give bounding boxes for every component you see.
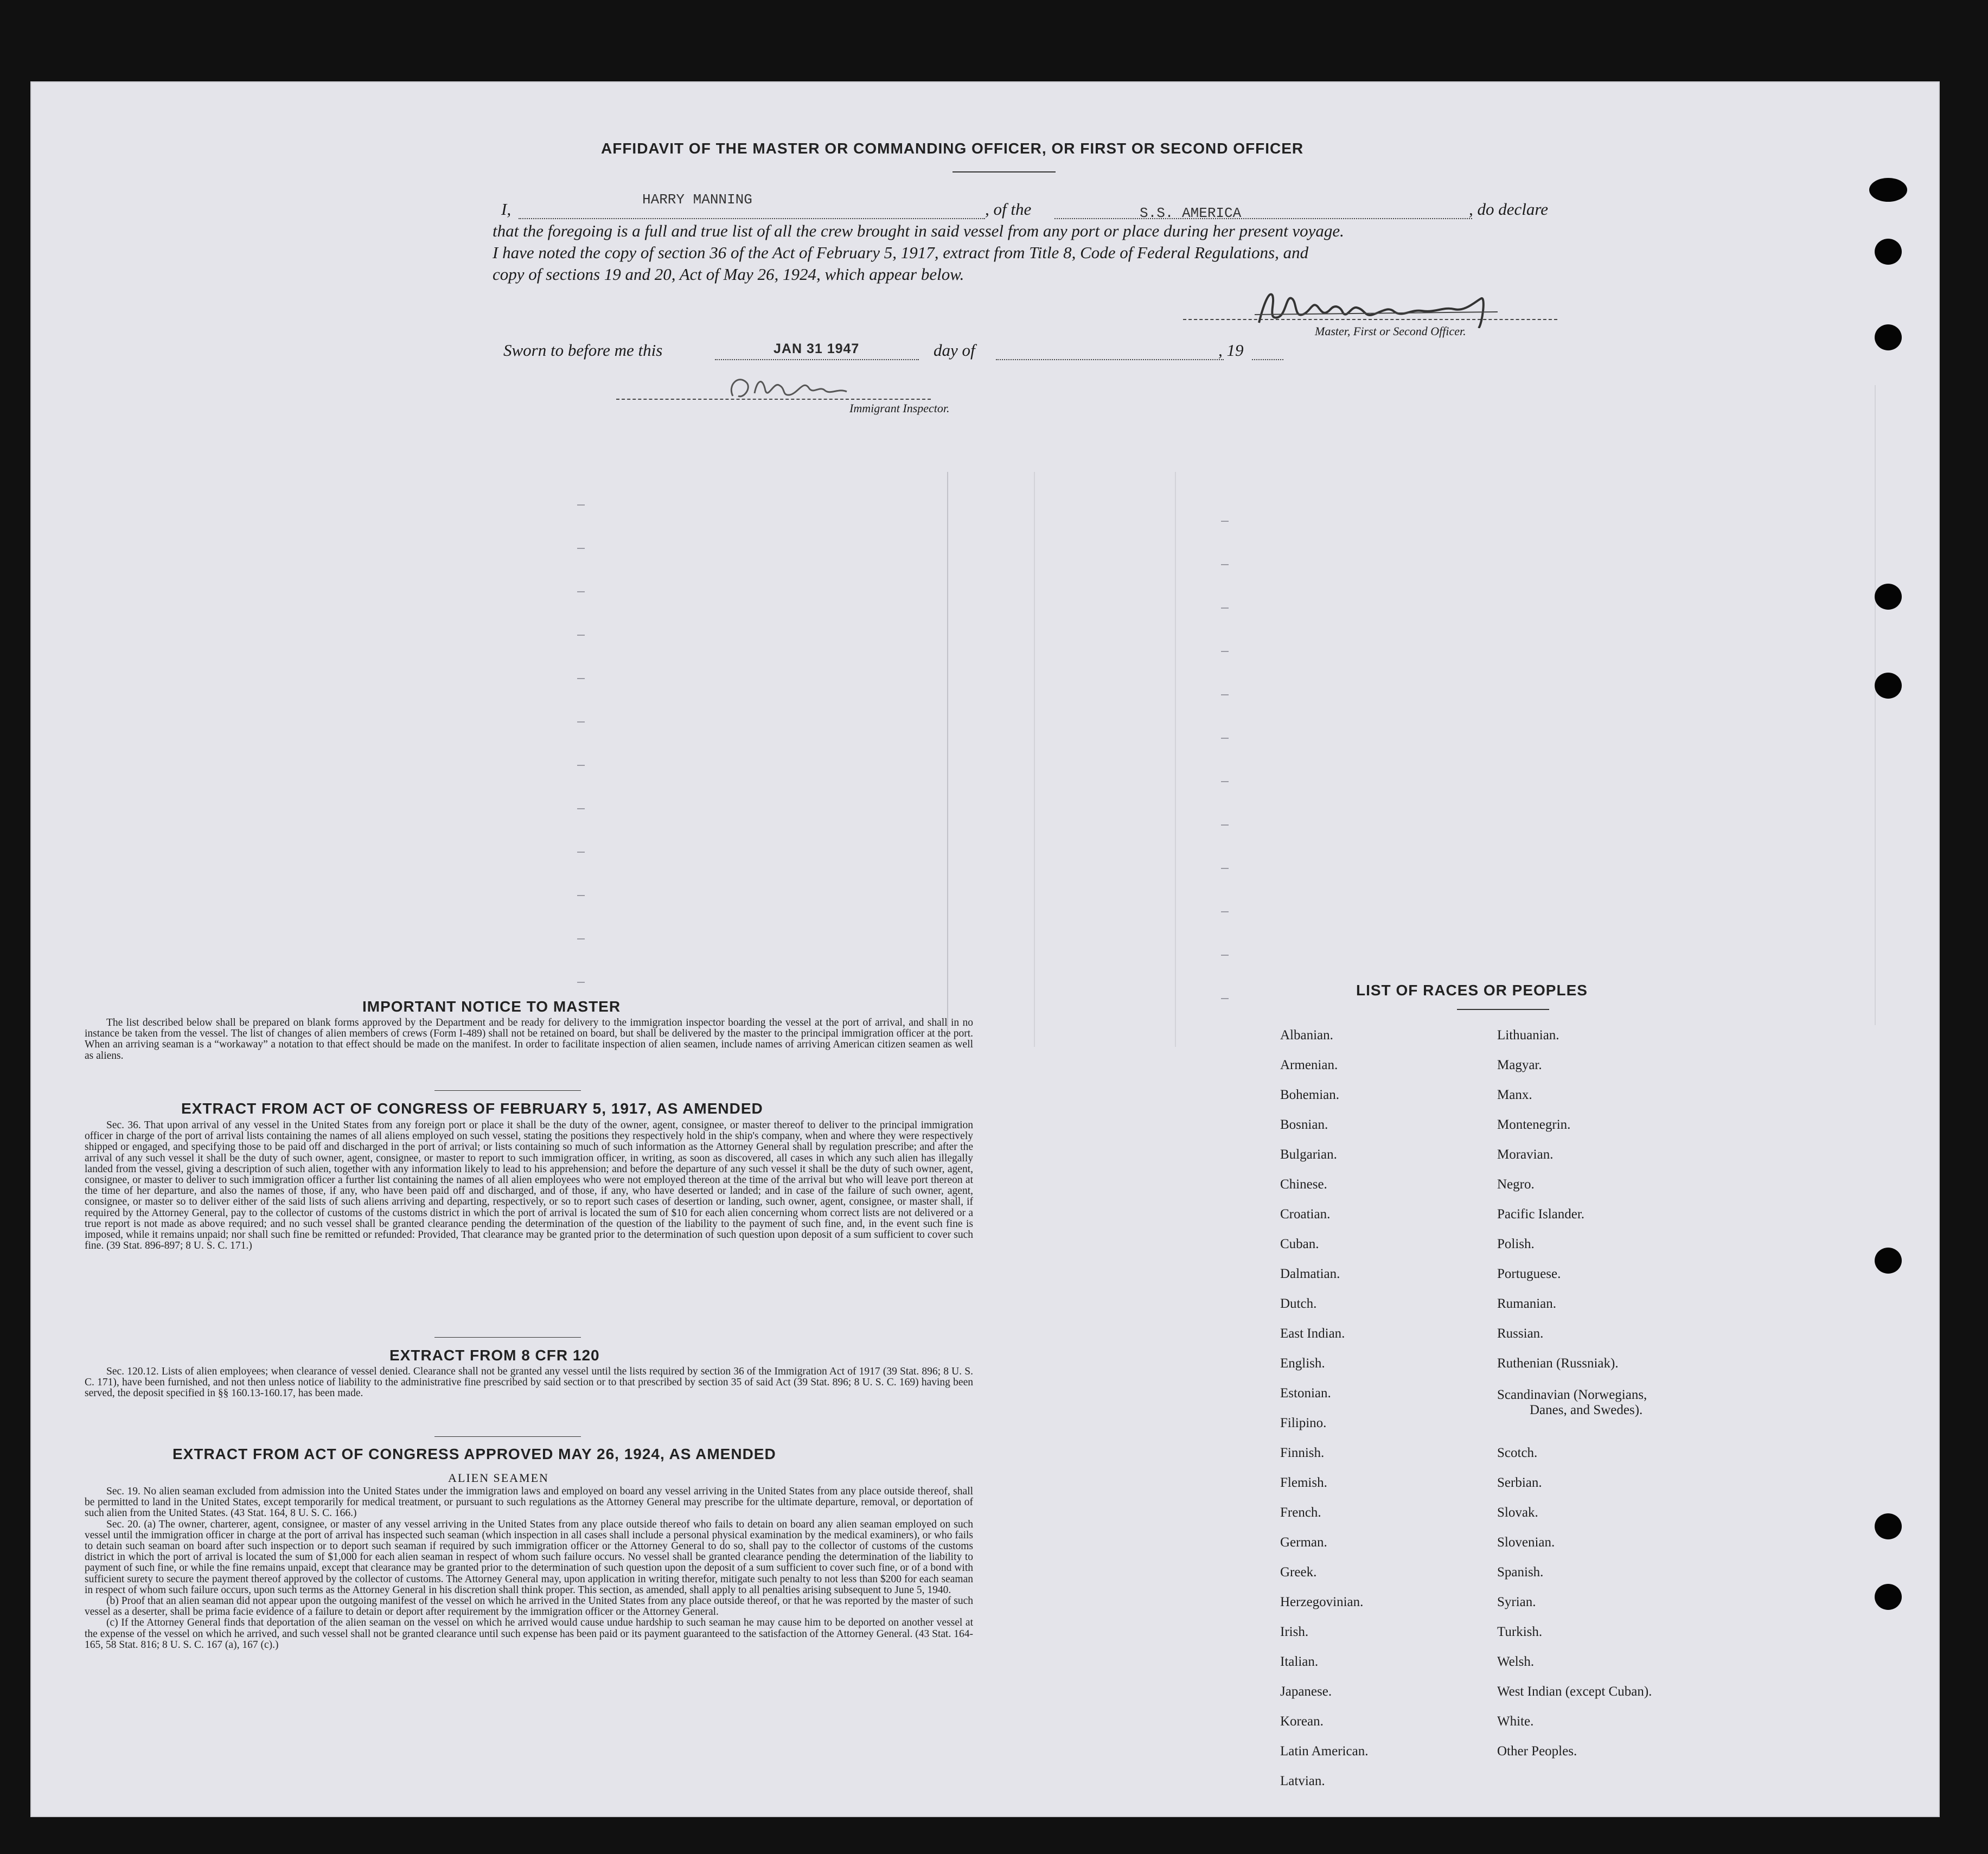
section-36-paragraph: Sec. 36. That upon arrival of any vessel in the United States from any foreign port or place it shall be the duty of the owner, agent, consignee, or master thereof to deliver to the principal immigration officer in charge of the port of arrival lists containing the names of all aliens employed on such vessel, stating the positions they respectively hold in the ship's company, when and where they were respectively shipped or engaged, and specifying those to be paid off and discharged in the port of arrival; or lists containing so much of such information as the Attorney General shall by regulation prescribe; and after the arrival of any such vessel it shall be the duty of such owner, agent, consignee, or master to report to such immigration officer, in writing, as soon as discovered, all cases in which any such alien has illegally landed from the vessel, giving a description of such alien, together with any information likely to lead to his apprehension; and before the departure of any such vessel it shall be the duty of such owner, agent, consignee, or master to deliver to such immigration officer a further list containing the names of all alien employees who were not employed thereon at the time of the arrival but who will leave port thereon at the time of her departure, and also the names of those, if any, who have been paid off and discharged, and of those, if any, who have deserted or landed; and in case of the failure of such owner, agent, consignee, or master so to deliver either of the said lists of such aliens arriving and departing, respectively, or so to report such cases of desertion or landing, such owner, agent, consignee, or master shall, if required by the Attorney General, pay to the collector of customs of the customs district in which the port of arrival is located the sum of $10 for each alien concerning whom correct lists are not delivered or a true report is not made as above required; and no such vessel shall be granted clearance pending the determination of the question of the liability to the payment of such fine, and, in the event such fine is imposed, while it remains unpaid; nor shall such fine be remitted or refunded: Provided, That clearance may be granted prior to the determination of such question upon deposit of a sum sufficient to cover such fine. (39 Stat. 896-897; 8 U. S. C. 171.) [85,1120,973,1252]
grid-tick [1221,564,1229,565]
master-signature [1248,285,1530,328]
inspector-caption: Immigrant Inspector. [849,401,950,415]
affidavit-line-3: I have noted the copy of section 36 of the Act of February 5, 1917, extract from Title 8, Code of Federal Regulations, and [493,243,1309,262]
race-item: Italian. [1280,1654,1319,1669]
race-item: Magyar. [1497,1058,1542,1072]
grid-tick [577,591,585,592]
punch-hole-icon [1875,1584,1902,1610]
race-item: Slovenian. [1497,1535,1555,1550]
grid-tick [577,765,585,766]
do-declare-text: , do declare [1469,200,1549,219]
race-item: French. [1280,1505,1321,1520]
races-title: LIST OF RACES OR PEOPLES [1356,982,1588,999]
grid-tick [577,895,585,896]
race-item: Manx. [1497,1088,1532,1102]
race-item: Ruthenian (Russniak). [1497,1356,1619,1371]
race-item: Latin American. [1280,1744,1369,1759]
grid-tick [1221,781,1229,782]
race-item: Armenian. [1280,1058,1338,1072]
race-item: Dalmatian. [1280,1267,1340,1281]
race-item: Moravian. [1497,1147,1554,1162]
extract-1924-title: EXTRACT FROM ACT OF CONGRESS APPROVED MAY 26, 1924, AS AMENDED [172,1446,776,1462]
vessel-name: S.S. AMERICA [1140,205,1242,221]
grid-tick [577,504,585,506]
race-item: Finnish. [1280,1446,1325,1460]
grid-tick [1221,911,1229,912]
race-item: Other Peoples. [1497,1744,1577,1759]
punch-hole-icon [1875,1513,1902,1539]
of-the-text: , of the [985,200,1032,219]
grid-column-line [1875,385,1876,1025]
races-title-rule [1457,1009,1549,1010]
extract-1917-text [85,1120,973,1251]
inspector-signature [722,369,863,407]
section-rule [434,1090,581,1091]
race-item: Slovak. [1497,1505,1538,1520]
notice-paragraph: The list described below shall be prepared on blank forms approved by the Department and be ready for delivery to the immigration inspector boarding the vessel at the port of arrival, and shall in no instance be taken from the vessel. The list of changes of alien members of crews (Form I-489) shall not be retained on board, but shall be delivered by the master to the principal immigration officer at the port. When an arriving seaman is a “workaway” a notation to that effect should be made on the manifest. In order to facilitate inspection of alien seamen, include names of arriving American citizen seamen as well as aliens. [85,1017,973,1062]
vessel-dotline [1054,218,1472,219]
sworn-prefix: Sworn to before me this [503,341,663,360]
race-item: Montenegrin. [1497,1117,1571,1132]
affidavit-line-2: that the foregoing is a full and true list of all the crew brought in said vessel from any port or place during her present voyage. [493,221,1344,240]
grid-tick [1221,651,1229,652]
race-item: Dutch. [1280,1296,1317,1311]
grid-tick [1221,998,1229,999]
grid-tick [577,852,585,853]
race-item: West Indian (except Cuban). [1497,1684,1652,1699]
grid-tick [1221,824,1229,826]
race-item: Korean. [1280,1714,1324,1729]
affidavit-title: AFFIDAVIT OF THE MASTER OR COMMANDING OFFICER, OR FIRST OR SECOND OFFICER [601,140,1304,157]
day-of-text: day of [934,341,975,360]
race-item: English. [1280,1356,1325,1371]
section-rule [434,1337,581,1338]
race-item: Lithuanian. [1497,1028,1559,1043]
race-item: Latvian. [1280,1774,1325,1788]
grid-tick [1221,521,1229,522]
grid-tick [1221,955,1229,956]
race-item: Bulgarian. [1280,1147,1337,1162]
race-item: Danes, and Swedes). [1530,1403,1643,1417]
extract-cfr-title: EXTRACT FROM 8 CFR 120 [389,1347,600,1364]
month-dotline [996,359,1224,360]
grid-column-line [1034,472,1035,1047]
race-item: Turkish. [1497,1625,1543,1639]
form-sheet [30,81,1940,1817]
signature-caption: Master, First or Second Officer. [1315,324,1466,338]
sworn-date-dotline [715,359,919,360]
extract-1924-text [85,1486,973,1651]
race-item: Estonian. [1280,1386,1331,1401]
pronoun-i: I, [501,200,512,219]
grid-tick [577,938,585,939]
notice-title: IMPORTANT NOTICE TO MASTER [362,998,621,1015]
race-item: Serbian. [1497,1475,1542,1490]
race-item: Polish. [1497,1237,1535,1251]
grid-tick [1221,868,1229,869]
race-item: Scandinavian (Norwegians, [1497,1388,1647,1402]
grid-column-line [1175,472,1176,1047]
grid-tick [577,678,585,679]
race-item: Japanese. [1280,1684,1332,1699]
race-item: Flemish. [1280,1475,1327,1490]
race-item: Cuban. [1280,1237,1319,1251]
master-name: HARRY MANNING [642,191,752,208]
extract-cfr-text [85,1366,973,1399]
notice-text [85,1018,973,1062]
affidavit-line-4: copy of sections 19 and 20, Act of May 26, 1924, which appear below. [493,265,964,284]
race-item: Chinese. [1280,1177,1327,1192]
grid-tick [577,982,585,983]
grid-tick [1221,738,1229,739]
sec-20a-paragraph: Sec. 20. (a) The owner, charterer, agent, consignee, or master of any vessel arriving in the United States from any place outside thereof who fails to detain on board any alien seaman employed on such vessel until the immigration officer in charge at the port of arrival has inspected such seaman (which inspection in all cases shall include a personal physical examination by the medical examiners), or who fails to detain such seaman on board after such inspection or to deport such seaman if required by such immigration officer or the Attorney General to do so, shall pay to the collector of customs of the customs district in which the port of arrival is located the sum of $1,000 for each alien seaman in respect of whom such failure occurs. No vessel shall be granted clearance pending the determination of the liability to payment of such fine, or while the fine remains unpaid, except that clearance may be granted prior to the determination of such question upon the deposit of a sum sufficient to cover such fine, or of a bond with sufficient surety to secure the payment thereof approved by the collector of customs. The Attorney General may, upon application in writing therefor, mitigate such penalty to not less than $200 for each seaman in respect of whom such failure occurs, upon such terms as the Attorney General in his discretion shall think proper. This section, as amended, shall apply to all penalties arising subsequent to June 5, 1940. [85,1518,973,1596]
race-item: Herzegovinian. [1280,1595,1364,1609]
grid-tick [1221,608,1229,609]
punch-hole-icon [1875,673,1902,699]
race-item: Scotch. [1497,1446,1538,1460]
sec-20b-paragraph: (b) Proof that an alien seaman did not appear upon the outgoing manifest of the vessel on which he arrived in the United States from any place outside thereof, or that he was reported by the master of such vessel as a deserter, shall be prima facie evidence of a failure to detain or deport after requirement by the immigration officer or the Attorney General. [85,1595,973,1618]
race-item: Greek. [1280,1565,1317,1580]
punch-hole-icon [1875,1248,1902,1274]
grid-tick [577,721,585,723]
year-prefix: , 19 [1218,341,1244,360]
race-item: Welsh. [1497,1654,1535,1669]
sec-19-paragraph: Sec. 19. No alien seaman excluded from admission into the United States under the immigration laws and employed on board any vessel arriving in the United States from any place outside thereof, shall be permitted to land in the United States, except temporarily for medical treatment, or pursuant to such regulations as the Attorney General may prescribe for the ultimate departure, removal, or deportation of such alien from the United States. (43 Stat. 164, 8 U. S. C. 166.) [85,1486,973,1519]
grid-tick [577,635,585,636]
race-item: Albanian. [1280,1028,1333,1043]
race-item: Pacific Islander. [1497,1207,1585,1222]
race-item: Spanish. [1497,1565,1544,1580]
section-rule [434,1436,581,1437]
race-item: Bosnian. [1280,1117,1328,1132]
title-rule [953,171,1056,172]
grid-tick [577,548,585,549]
race-item: Irish. [1280,1625,1309,1639]
punch-hole-icon [1875,324,1902,350]
punch-hole-icon [1869,178,1907,202]
race-item: Portuguese. [1497,1267,1561,1281]
punch-hole-icon [1875,584,1902,610]
race-item: German. [1280,1535,1327,1550]
race-item: Filipino. [1280,1416,1327,1430]
grid-tick [1221,694,1229,695]
alien-seamen-subtitle: ALIEN SEAMEN [448,1471,549,1485]
grid-column-line [947,472,948,1047]
extract-1917-title: EXTRACT FROM ACT OF CONGRESS OF FEBRUARY 5, 1917, AS AMENDED [181,1100,763,1117]
race-item: Croatian. [1280,1207,1331,1222]
race-item: Syrian. [1497,1595,1536,1609]
name-dotline [519,218,985,219]
sec-20c-paragraph: (c) If the Attorney General finds that deportation of the alien seaman on the vessel on which he arrived would cause undue hardship to such seaman he may cause him to be deported on another vessel at the expense of the vessel on which he arrived, and such vessel shall not be granted clearance until such expense has been paid or its payment guaranteed to the satisfaction of the Attorney General. (43 Stat. 164-165, 58 Stat. 816; 8 U. S. C. 167 (a), 167 (c).) [85,1617,973,1651]
race-item: Russian. [1497,1326,1544,1341]
punch-hole-icon [1875,239,1902,265]
race-item: Rumanian. [1497,1296,1557,1311]
sworn-date-stamp: JAN 31 1947 [774,341,860,356]
race-item: East Indian. [1280,1326,1345,1341]
grid-tick [577,808,585,809]
race-item: Bohemian. [1280,1088,1340,1102]
race-item: Negro. [1497,1177,1535,1192]
sec-120-12-paragraph: Sec. 120.12. Lists of alien employees; when clearance of vessel denied. Clearance shall not be granted any vessel until the lists required by section 36 of the Immigration Act of 1917 (39 Stat. 896; 8 U. S. C. 171), have been furnished, and not then unless notice of liability to the administrative fine prescribed by said section or to that prescribed by section 35 of said Act (39 Stat. 896; 8 U. S. C. 169) having been served, the deposit specified in §§ 160.13-160.17, has been made. [85,1366,973,1399]
year-dotline [1252,359,1283,360]
race-item: White. [1497,1714,1534,1729]
